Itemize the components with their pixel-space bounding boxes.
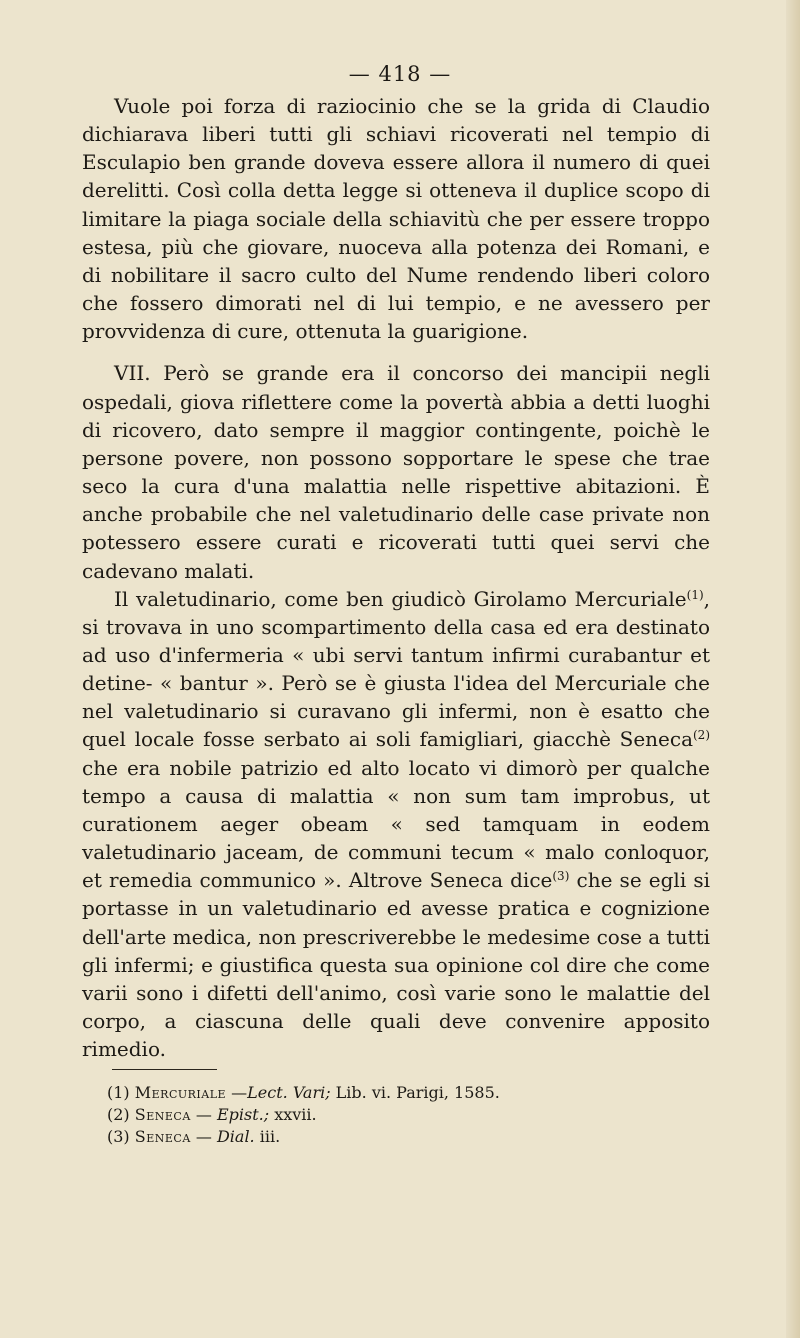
footnote-1-work: Lect. Vari; xyxy=(247,1083,331,1102)
footnote-1-author: Mercuriale xyxy=(134,1083,227,1102)
footnote-ref-2: (2) xyxy=(693,728,710,743)
footnote-divider xyxy=(112,1069,217,1070)
footnote-3-work: Dial. xyxy=(216,1127,255,1146)
footnote-3-details: iii. xyxy=(254,1127,281,1146)
body-text xyxy=(82,92,710,1063)
footnote-ref-3: (3) xyxy=(552,869,570,884)
paragraph-3 xyxy=(82,585,710,1064)
footnote-1 xyxy=(107,1082,707,1104)
footnote-2-number: (2) xyxy=(107,1105,130,1124)
footnote-1-number: (1) xyxy=(107,1083,130,1102)
footnote-3-separator: — xyxy=(190,1127,217,1146)
footnote-2-separator: — xyxy=(190,1105,217,1124)
page-edge xyxy=(786,0,800,1338)
page-number: — 418 — xyxy=(348,62,452,86)
footnotes xyxy=(107,1082,707,1148)
footnote-2-author: Seneca xyxy=(134,1105,191,1124)
footnote-ref-1: (1) xyxy=(686,587,704,602)
footnote-2 xyxy=(107,1104,707,1126)
paragraph-3-part-3: che era nobile patrizio ed alto locato vi dimorò per qualche tempo a causa di malattia « non sum tam improbus, ut curationem aeger obeam « sed tamquam in eodem valetudinario jaceam, de communi tecum « malo conloquor, et remedia communico ». Altrove Seneca dice xyxy=(82,755,710,893)
paragraph-2: VII. Però se grande era il concorso dei mancipii negli ospedali, giova riflettere come la povertà abbia a detti luoghi di ricovero, dato sempre il maggior contingente, poichè le persone povere, non possono sopportare le spese che trae seco la cura d'una malattia nelle rispettive abitazioni. È anche probabile che nel valetudinario delle case private non potessero essere curati e ricoverati tutti quei servi che cadevano malati. xyxy=(82,361,710,583)
footnote-3-number: (3) xyxy=(107,1127,130,1146)
footnote-1-separator: — xyxy=(226,1083,248,1102)
footnote-2-details: xxvii. xyxy=(269,1105,317,1124)
paragraph-3-part-4: che se egli si portasse in un valetudinario ed avesse pratica e cognizione dell'arte medica, non prescriverebbe le medesime cose a tutti gli infermi; e giustifica questa sua opinione col dire che come varii sono i difetti dell'animo, così varie sono le malattie del corpo, a ciascuna delle quali deve convenire apposito rimedio. xyxy=(82,868,711,1062)
footnote-3-author: Seneca xyxy=(134,1127,191,1146)
paragraph-3-part-1: Il valetudinario, come ben giudicò Girolamo Mercuriale xyxy=(114,586,687,611)
footnote-2-work: Epist.; xyxy=(216,1105,270,1124)
paragraph-3-part-2: , si trovava in uno scompartimento della casa ed era destinato ad uso d'infermeria « ubi servi tantum infirmi curabantur et detine- « bantur ». Però se è giusta l'idea del Mercuriale che nel valetudinario si curavano gli infermi, non è esatto che quel locale fosse serbato ai soli famigliari, giacchè Seneca xyxy=(82,586,710,752)
footnote-3 xyxy=(107,1126,707,1148)
footnote-1-details: Lib. vi. Parigi, 1585. xyxy=(330,1083,500,1102)
paragraph-1: Vuole poi forza di raziocinio che se la grida di Claudio dichiarava liberi tutti gli schiavi ricoverati nel tempio di Esculapio ben grande doveva essere allora il numero di quei derelitti. Così colla detta legge si otteneva il duplice scopo di limitare la piaga sociale della schiavitù che per essere troppo estesa, più che giovare, nuoceva alla potenza dei Romani, e di nobilitare il sacro culto del Nume rendendo liberi coloro che fossero dimorati nel di lui tempio, e ne avessero per provvidenza di cure, ottenuta la guarigione. xyxy=(82,94,710,344)
